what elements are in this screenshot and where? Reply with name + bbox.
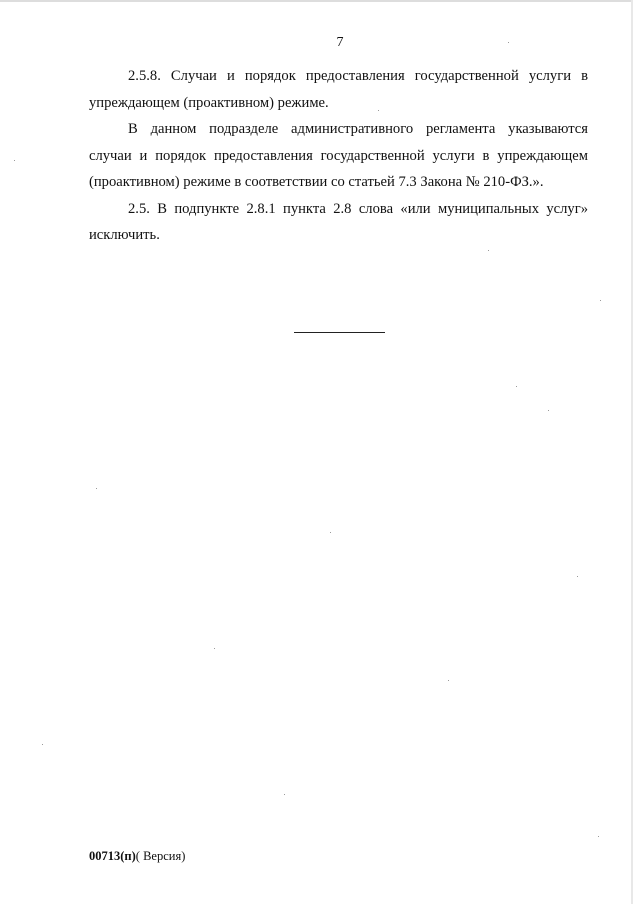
scan-speck — [448, 680, 449, 681]
scan-speck — [598, 836, 599, 837]
scan-speck — [14, 160, 15, 161]
page-number: 7 — [336, 35, 344, 50]
footer-version-label: ( Версия) — [135, 849, 186, 863]
scan-speck — [508, 42, 509, 43]
paragraph-subsection-description: В данном подразделе административного регламента указываются случаи и порядок предоставления государственной услуги в упреждающем (проактивном) режиме в соответствии со статьей 7.3 Закона № 210-ФЗ.». — [89, 121, 588, 190]
scan-speck — [600, 300, 601, 301]
scan-top-edge — [0, 0, 633, 2]
scan-speck — [96, 488, 97, 489]
scan-speck — [548, 410, 549, 411]
scan-speck — [330, 532, 331, 533]
paragraph-2-5: 2.5. В подпункте 2.8.1 пункта 2.8 слова «или муниципальных услуг» исключить. — [89, 200, 588, 243]
scan-speck — [284, 794, 285, 795]
scan-speck — [516, 386, 517, 387]
end-separator-line — [294, 332, 385, 333]
scan-speck — [488, 250, 489, 251]
footer-document-code — [89, 848, 185, 864]
scan-speck — [577, 576, 578, 577]
paragraph-2-5-8: 2.5.8. Случаи и порядок предоставления государственной услуги в упреждающем (проактивном) режиме. — [89, 68, 588, 111]
scan-speck — [378, 110, 379, 111]
document-body — [89, 63, 588, 249]
scan-speck — [42, 744, 43, 745]
scan-speck — [214, 648, 215, 649]
footer-code: 00713(п) — [89, 849, 136, 863]
